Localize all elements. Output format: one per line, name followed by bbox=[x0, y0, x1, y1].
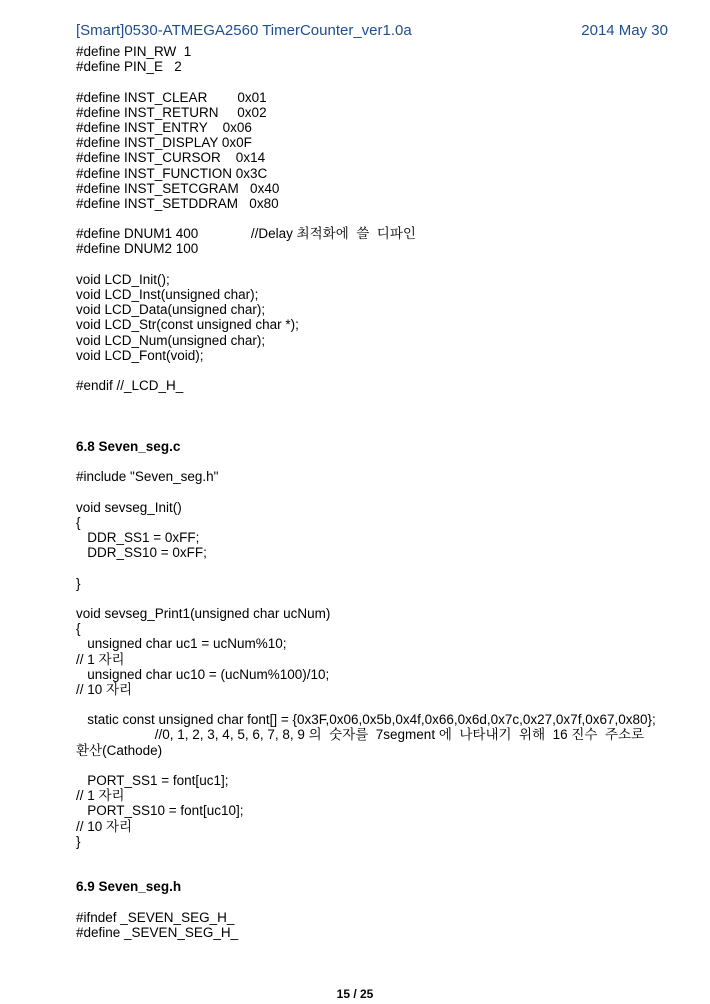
code-line: #define INST_DISPLAY 0x0F bbox=[76, 135, 252, 151]
code-line: void LCD_Data(unsigned char); bbox=[76, 302, 266, 318]
blank-line bbox=[76, 560, 676, 575]
blank-line bbox=[76, 393, 676, 408]
code-line: unsigned char uc1 = ucNum%10; bbox=[76, 636, 287, 652]
blank-line bbox=[76, 74, 676, 89]
code-line: #endif //_LCD_H_ bbox=[76, 378, 184, 394]
code-line: #define _SEVEN_SEG_H_ bbox=[76, 924, 239, 940]
page-number: 15 / 25 bbox=[336, 987, 374, 1001]
blank-line bbox=[76, 758, 676, 773]
blank-line bbox=[76, 697, 676, 712]
code-line: #define INST_CLEAR 0x01 bbox=[76, 89, 267, 105]
code-line: #define INST_ENTRY 0x06 bbox=[76, 119, 252, 135]
code-line: #define INST_SETCGRAM 0x40 bbox=[76, 180, 280, 196]
code-line: #define PIN_E 2 bbox=[76, 59, 182, 75]
code-line: PORT_SS10 = font[uc10]; bbox=[76, 803, 244, 819]
code-line: void LCD_Init(); bbox=[76, 271, 170, 287]
code-line: } bbox=[76, 833, 81, 849]
code-line: void sevseg_Init() bbox=[76, 499, 182, 515]
code-line: // 1 자리 bbox=[76, 788, 125, 804]
code-line: { bbox=[76, 514, 81, 530]
blank-line bbox=[76, 864, 676, 879]
document-header-title: [Smart]0530-ATMEGA2560 TimerCounter_ver1.0a bbox=[76, 22, 412, 39]
blank-line bbox=[76, 591, 676, 606]
code-line: #define INST_FUNCTION 0x3C bbox=[76, 165, 268, 181]
blank-line bbox=[76, 363, 676, 378]
code-line: void LCD_Str(const unsigned char *); bbox=[76, 317, 299, 333]
code-listing bbox=[76, 44, 676, 940]
blank-line bbox=[76, 409, 676, 424]
blank-line bbox=[76, 484, 676, 499]
section-heading: 6.8 Seven_seg.c bbox=[76, 438, 181, 454]
code-line: // 10 자리 bbox=[76, 681, 133, 697]
code-line: #define INST_RETURN 0x02 bbox=[76, 104, 267, 120]
blank-line bbox=[76, 211, 676, 226]
code-line: #include "Seven_seg.h" bbox=[76, 469, 219, 485]
code-line: #define INST_SETDDRAM 0x80 bbox=[76, 195, 279, 211]
blank-line bbox=[76, 424, 676, 439]
blank-line bbox=[76, 895, 676, 910]
code-line: #define PIN_RW 1 bbox=[76, 44, 192, 59]
document-header-date: 2014 May 30 bbox=[581, 22, 668, 39]
code-line: #ifndef _SEVEN_SEG_H_ bbox=[76, 909, 235, 925]
code-line: void sevseg_Print1(unsigned char ucNum) bbox=[76, 605, 331, 621]
code-line: 환산(Cathode) bbox=[76, 742, 163, 758]
blank-line bbox=[76, 849, 676, 864]
code-line: PORT_SS1 = font[uc1]; bbox=[76, 773, 229, 788]
code-line: void LCD_Num(unsigned char); bbox=[76, 332, 266, 348]
code-line: { bbox=[76, 621, 81, 637]
code-line: DDR_SS1 = 0xFF; bbox=[76, 530, 200, 545]
code-line: #define INST_CURSOR 0x14 bbox=[76, 150, 266, 166]
code-line: void LCD_Font(void); bbox=[76, 347, 204, 363]
code-line: // 10 자리 bbox=[76, 818, 133, 834]
code-line: //0, 1, 2, 3, 4, 5, 6, 7, 8, 9 의 숫자를 7segment 에 나타내기 위해 16 진수 주소로 bbox=[76, 727, 645, 743]
code-line: DDR_SS10 = 0xFF; bbox=[76, 545, 207, 561]
section-heading: 6.9 Seven_seg.h bbox=[76, 879, 182, 895]
code-line: void LCD_Inst(unsigned char); bbox=[76, 287, 259, 302]
blank-line bbox=[76, 454, 676, 469]
code-line: // 1 자리 bbox=[76, 651, 125, 667]
blank-line bbox=[76, 257, 676, 272]
code-line: static const unsigned char font[] = {0x3F,0x06,0x5b,0x4f,0x66,0x6d,0x7c,0x27,0x7f,0x67,0x80}; bbox=[76, 712, 656, 728]
code-line: #define DNUM1 400 //Delay 최적화에 쓸 디파인 bbox=[76, 226, 416, 242]
code-line: unsigned char uc10 = (ucNum%100)/10; bbox=[76, 666, 330, 682]
code-line: #define DNUM2 100 bbox=[76, 241, 199, 257]
code-line: } bbox=[76, 575, 81, 591]
